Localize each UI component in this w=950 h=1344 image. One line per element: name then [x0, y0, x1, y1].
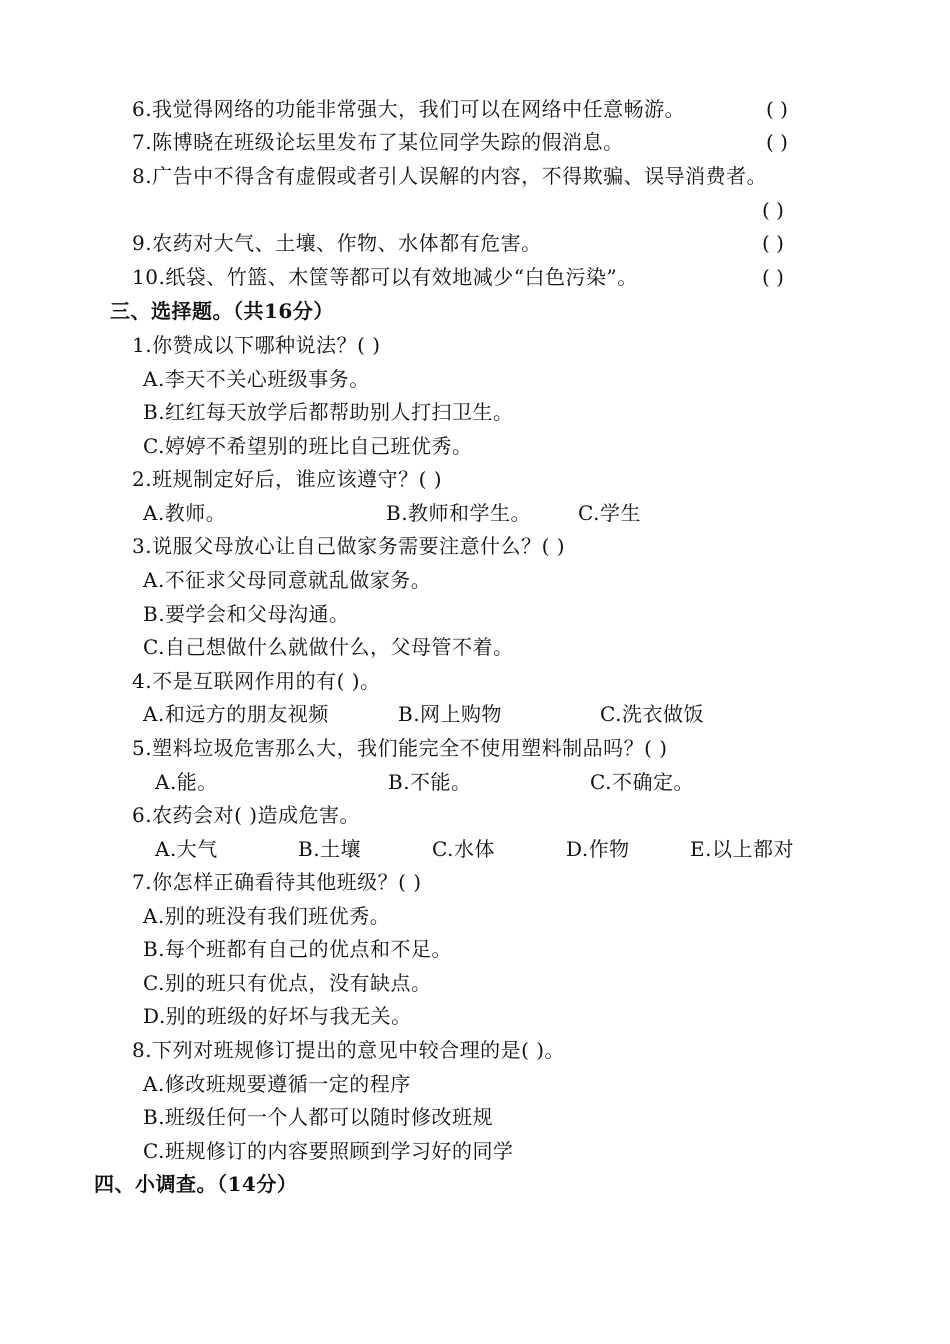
choice-q3-option-b[interactable]: B.要学会和父母沟通。 — [143, 602, 350, 626]
answer-paren-8[interactable]: ( ) — [762, 198, 784, 222]
section-3-title: 三、选择题。（共16分） — [110, 299, 334, 323]
choice-q5-option-a[interactable]: A.能。 — [155, 770, 218, 794]
choice-q7-option-a[interactable]: A.别的班没有我们班优秀。 — [143, 904, 391, 928]
choice-q8-option-c[interactable]: C.班规修订的内容要照顾到学习好的同学 — [143, 1139, 514, 1163]
choice-q1-option-a[interactable]: A.李天不关心班级事务。 — [143, 367, 370, 391]
answer-paren-10[interactable]: ( ) — [762, 265, 784, 289]
choice-q8-stem: 8.下列对班规修订提出的意见中较合理的是( )。 — [132, 1038, 566, 1062]
choice-q5-option-b[interactable]: B.不能。 — [388, 770, 472, 794]
choice-q6-option-a[interactable]: A.大气 — [155, 837, 218, 861]
choice-q7-stem: 7.你怎样正确看待其他班级？( ) — [132, 870, 422, 894]
choice-q2-option-a[interactable]: A.教师。 — [143, 501, 227, 525]
answer-paren-7[interactable]: ( ) — [766, 130, 788, 154]
choice-q1-option-c[interactable]: C.婷婷不希望别的班比自己班优秀。 — [143, 434, 473, 458]
judge-item-6: 6.我觉得网络的功能非常强大，我们可以在网络中任意畅游。 — [132, 97, 686, 121]
choice-q7-option-b[interactable]: B.每个班都有自己的优点和不足。 — [143, 937, 453, 961]
choice-q1-stem: 1.你赞成以下哪种说法？( ) — [132, 333, 381, 357]
choice-q5-stem: 5.塑料垃圾危害那么大，我们能完全不使用塑料制品吗？( ) — [132, 736, 668, 760]
choice-q6-option-c[interactable]: C.水体 — [432, 837, 495, 861]
answer-paren-6[interactable]: ( ) — [766, 97, 788, 121]
choice-q4-stem: 4.不是互联网作用的有( )。 — [132, 669, 381, 693]
choice-q8-option-a[interactable]: A.修改班规要遵循一定的程序 — [143, 1072, 411, 1096]
choice-q3-option-c[interactable]: C.自己想做什么就做什么，父母管不着。 — [143, 635, 514, 659]
section-4-title: 四、小调查。（14分） — [94, 1172, 298, 1196]
choice-q6-option-d[interactable]: D.作物 — [566, 837, 630, 861]
choice-q4-option-c[interactable]: C.洗衣做饭 — [600, 702, 704, 726]
choice-q3-option-a[interactable]: A.不征求父母同意就乱做家务。 — [143, 568, 432, 592]
choice-q7-option-d[interactable]: D.别的班级的好坏与我无关。 — [143, 1004, 412, 1028]
judge-item-9: 9.农药对大气、土壤、作物、水体都有危害。 — [132, 231, 542, 255]
choice-q2-option-c[interactable]: C.学生 — [578, 501, 641, 525]
choice-q6-option-e[interactable]: E.以上都对 — [690, 837, 794, 861]
choice-q4-option-b[interactable]: B.网上购物 — [398, 702, 503, 726]
choice-q2-option-b[interactable]: B.教师和学生。 — [386, 501, 532, 525]
judge-item-7: 7.陈博晓在班级论坛里发布了某位同学失踪的假消息。 — [132, 130, 624, 154]
judge-item-8: 8.广告中不得含有虚假或者引人误解的内容，不得欺骗、误导消费者。 — [132, 164, 768, 188]
choice-q7-option-c[interactable]: C.别的班只有优点，没有缺点。 — [143, 971, 432, 995]
choice-q8-option-b[interactable]: B.班级任何一个人都可以随时修改班规 — [143, 1105, 494, 1129]
choice-q6-option-b[interactable]: B.土壤 — [298, 837, 362, 861]
judge-item-10: 10.纸袋、竹篮、木筐等都可以有效地减少“白色污染”。 — [132, 265, 638, 289]
choice-q5-option-c[interactable]: C.不确定。 — [590, 770, 694, 794]
choice-q3-stem: 3.说服父母放心让自己做家务需要注意什么？( ) — [132, 534, 566, 558]
choice-q6-stem: 6.农药会对( )造成危害。 — [132, 803, 361, 827]
answer-paren-9[interactable]: ( ) — [762, 231, 784, 255]
choice-q1-option-b[interactable]: B.红红每天放学后都帮助别人打扫卫生。 — [143, 400, 514, 424]
choice-q4-option-a[interactable]: A.和远方的朋友视频 — [143, 702, 329, 726]
choice-q2-stem: 2.班规制定好后，谁应该遵守？( ) — [132, 467, 443, 491]
